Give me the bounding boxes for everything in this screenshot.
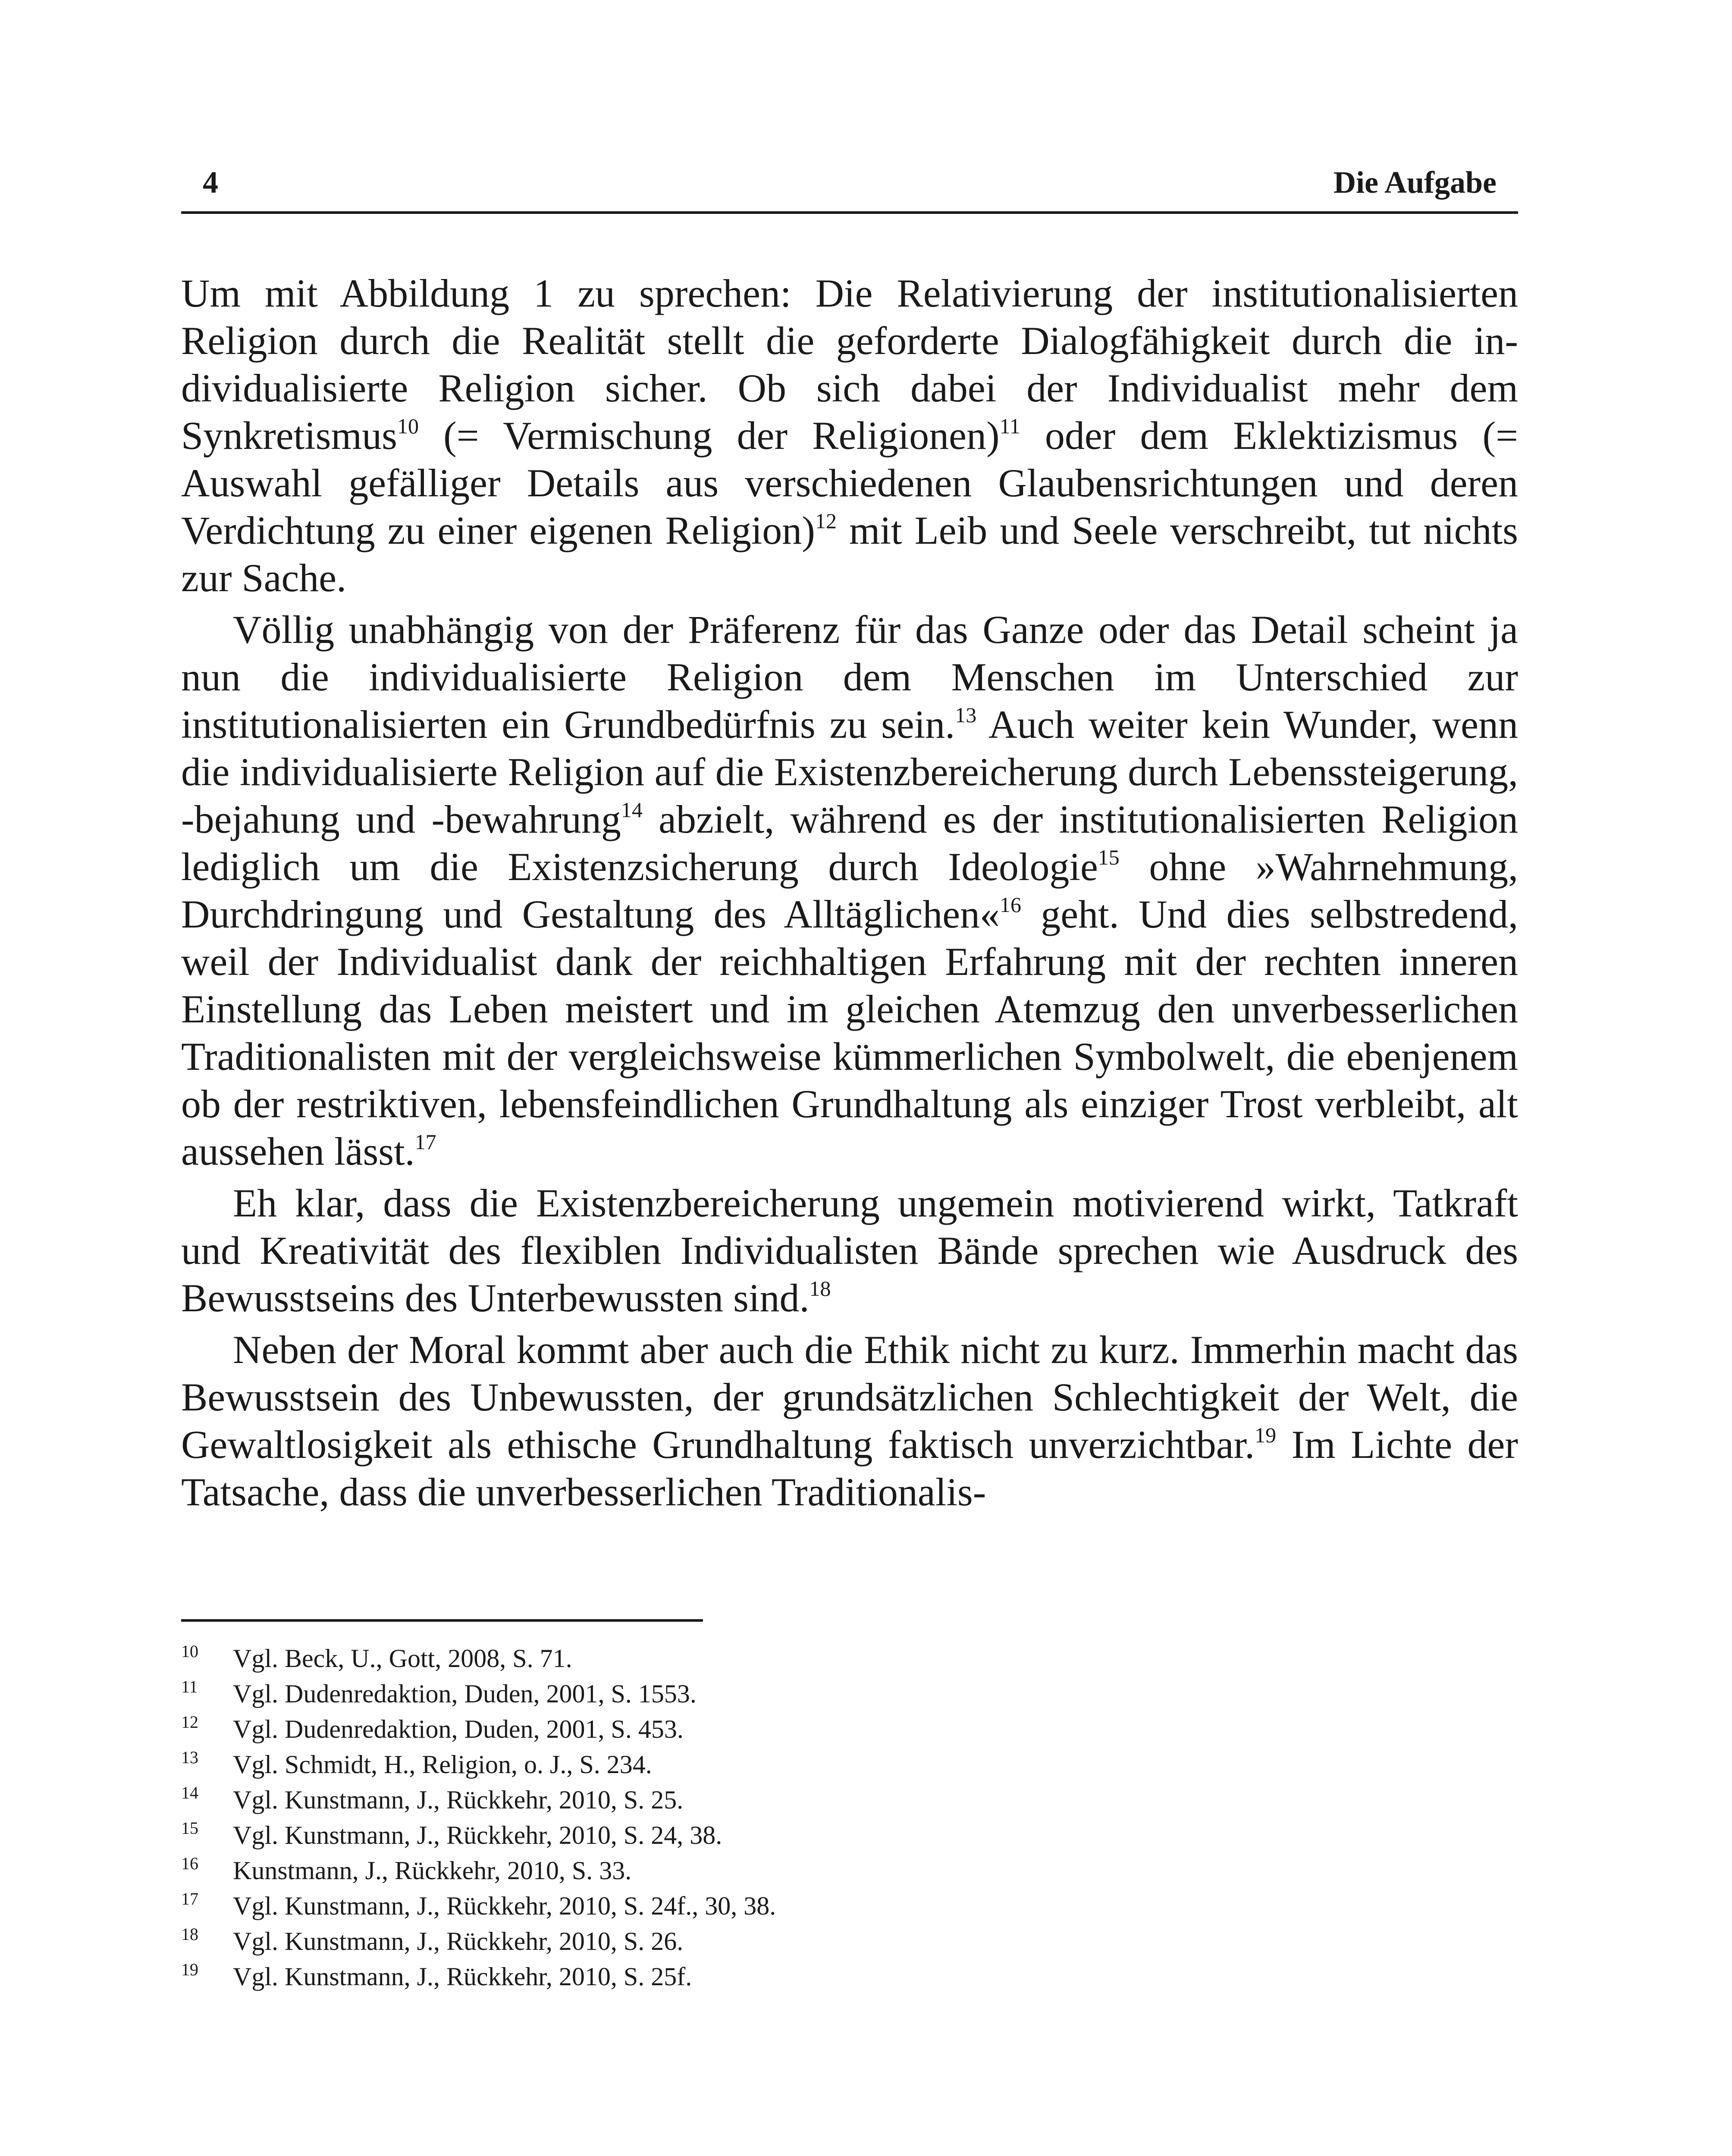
footnote <box>181 1888 1518 1924</box>
footnote-text: Vgl. Kunstmann, J., Rückkehr, 2010, S. 25. <box>233 1786 684 1814</box>
footnote <box>181 1676 1518 1711</box>
text-run: (= Vermischung der Religionen) <box>418 414 1000 458</box>
footnotes <box>181 1641 1518 1994</box>
footnote <box>181 1959 1518 1994</box>
footnote-ref: 11 <box>999 414 1020 438</box>
text-run: Um mit Abbildung 1 zu sprechen: Die Relativierung der institutionalisierten Religion durch die Realität stellt die geforderte Dialogfähigkeit durch die individualisierte Religion sicher. Ob sich dabei der Individualist mehr dem Synkretismus <box>181 271 1518 458</box>
footnote-text: Vgl. Kunstmann, J., Rückkehr, 2010, S. 24, 38. <box>233 1821 722 1849</box>
footnote-number: 17 <box>181 1889 198 1908</box>
footnote-ref: 13 <box>955 703 977 727</box>
footnote-ref: 12 <box>815 509 837 533</box>
text-run: ohne »Wahrnehmung, Durchdringung und Gestaltung des Alltäglichen« <box>181 845 1518 936</box>
footnote-ref: 16 <box>1000 893 1022 917</box>
footnote-ref: 19 <box>1255 1423 1277 1447</box>
text-run: geht. Und dies selbstredend, weil der Individualist dank der reichhaltigen Erfahrung mit der rechten inneren Einstellung das Leben meistert und im gleichen Atemzug den unverbesserlichen Traditionalisten mit der vergleichsweise kümmerlichen Symbolwelt, die ebenjenem ob der restriktiven, lebensfeindlichen Grundhaltung als einziger Trost verbleibt, alt aussehen lässt. <box>181 892 1518 1173</box>
text-run: Eh klar, dass die Existenzbereicherung ungemein motivierend wirkt, Tatkraft und Kreativität des flexiblen Individualisten Bände sprechen wie Ausdruck des Bewusstseins des Unterbewussten sind. <box>181 1181 1518 1320</box>
footnote-number: 14 <box>181 1783 198 1802</box>
paragraph <box>181 606 1518 1175</box>
running-title: Die Aufgabe <box>1334 165 1497 200</box>
footnote-number: 11 <box>181 1677 198 1696</box>
footnote <box>181 1782 1518 1818</box>
page-number: 4 <box>203 165 218 200</box>
footnote-number: 10 <box>181 1642 198 1661</box>
body-text <box>181 270 1518 1520</box>
footnote-text: Vgl. Dudenredaktion, Duden, 2001, S. 453. <box>233 1715 684 1743</box>
footnote <box>181 1853 1518 1888</box>
text-run: Im Lichte der Tatsache, dass die unverbesserlichen Traditionalis- <box>181 1423 1518 1514</box>
footnote-separator <box>181 1619 703 1622</box>
text-run: oder dem Eklektizismus (= Auswahl gefälliger Details aus verschiedenen Glaubensrichtungen und deren Verdichtung zu einer eigenen Religion) <box>181 414 1518 552</box>
footnote-ref: 18 <box>809 1276 831 1300</box>
footnote-number: 19 <box>181 1960 198 1979</box>
footnote <box>181 1818 1518 1853</box>
footnote-text: Vgl. Dudenredaktion, Duden, 2001, S. 1553. <box>233 1680 697 1708</box>
text-run: abzielt, während es der institutionalisierten Religion lediglich um die Existenzsicherung durch Ideologie <box>181 797 1519 889</box>
footnote <box>181 1924 1518 1959</box>
footnote-ref: 14 <box>621 798 643 822</box>
footnote <box>181 1747 1518 1782</box>
footnote-number: 15 <box>181 1818 198 1838</box>
paragraph <box>181 1326 1518 1516</box>
footnote-ref: 17 <box>414 1130 436 1154</box>
footnote-ref: 10 <box>397 414 419 438</box>
text-run: Völlig unabhängig von der Präferenz für das Ganze oder das Detail scheint ja nun die individualisierte Religion dem Menschen im Unterschied zur institutionalisierten ein Grundbedürfnis zu sein. <box>181 608 1518 746</box>
paragraph <box>181 270 1518 602</box>
footnote-text: Vgl. Kunstmann, J., Rückkehr, 2010, S. 25f. <box>233 1962 692 1991</box>
footnote-text: Vgl. Beck, U., Gott, 2008, S. 71. <box>233 1644 572 1673</box>
footnote-text: Vgl. Schmidt, H., Religion, o. J., S. 234. <box>233 1750 652 1779</box>
footnote <box>181 1711 1518 1747</box>
text-run: Auch weiter kein Wunder, wenn die individualisierte Religion auf die Existenzbereicherung durch Lebenssteigerung, -bejahung und -bewahrung <box>181 702 1518 841</box>
footnote <box>181 1641 1518 1676</box>
text-run: Neben der Moral kommt aber auch die Ethik nicht zu kurz. Immerhin macht das Bewusstsein des Unbewussten, der grundsätzlichen Schlechtigkeit der Welt, die Gewaltlosigkeit als ethische Grundhaltung faktisch unverzichtbar. <box>181 1328 1518 1467</box>
footnote-number: 13 <box>181 1748 198 1767</box>
page-header <box>181 160 1518 214</box>
footnote-text: Vgl. Kunstmann, J., Rückkehr, 2010, S. 24f., 30, 38. <box>233 1892 776 1920</box>
footnote-text: Vgl. Kunstmann, J., Rückkehr, 2010, S. 26. <box>233 1927 684 1955</box>
footnote-number: 16 <box>181 1854 198 1873</box>
footnote-number: 12 <box>181 1712 198 1732</box>
footnote-number: 18 <box>181 1924 198 1944</box>
footnote-ref: 15 <box>1098 845 1120 869</box>
paragraph <box>181 1179 1518 1322</box>
footnote-text: Kunstmann, J., Rückkehr, 2010, S. 33. <box>233 1856 632 1885</box>
text-run: mit Leib und Seele verschreibt, tut nichts zur Sache. <box>181 508 1518 600</box>
